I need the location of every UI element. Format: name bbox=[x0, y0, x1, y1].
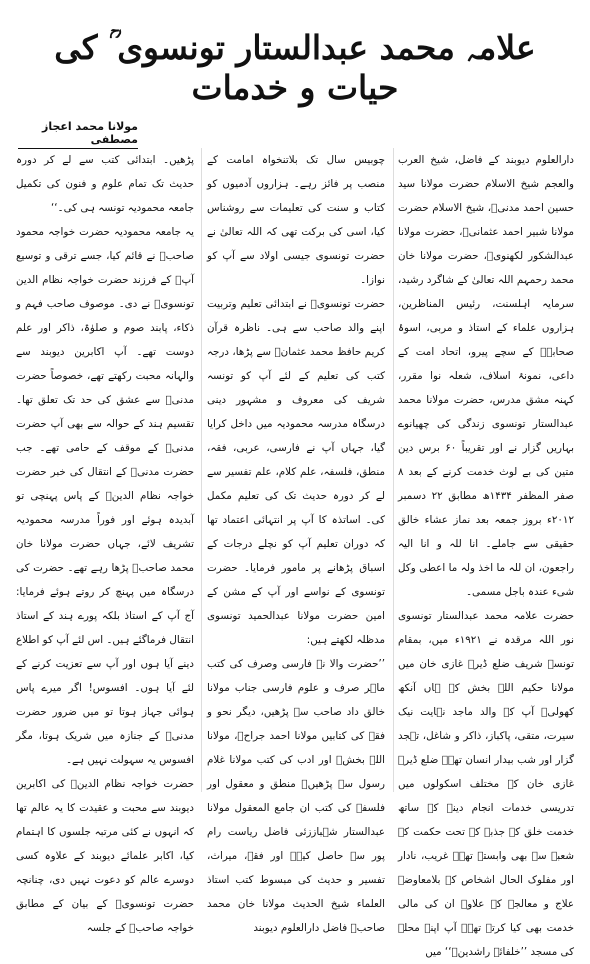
paragraph: یہ جامعہ محمودیہ حضرت خواجہ محمود صاحبؒ نے قائم کیا، جسے ترقی و توسیع آپؒ کے فرزند حضرت خواجہ نظام الدین تونسویؒ نے دی۔ موصوف صاحب فہم و ذکاء، پابند صوم و صلوٰۃ، ذاکر اور علم دوست تھے۔ آپ اکابرین دیوبند سے والہانہ محبت رکھتے تھے، خصوصاً حضرت مدنیؒ سے عشق کی حد تک تعلق تھا۔ تقسیم ہند کے حوالہ سے بھی آپ حضرت مدنیؒ کے موقف کے حامی تھے۔ جب حضرت مدنیؒ کے انتقال کی خبر حضرت خواجہ نظام الدینؒ کے پاس پہنچی تو آبدیدہ ہوئے اور فوراً مدرسہ محمودیہ تشریف لائے، جہاں حضرت مولانا خان محمد صاحبؒ پڑھا رہے تھے۔ حضرت کی درسگاہ میں پہنچ کر روتے ہوئے فرمایا: آج آپ کے استاذ بلکہ پورے ہند کے استاذ انتقال فرماگئے ہیں۔ اس لئے آپ کو اطلاع دینے آیا ہوں اور آپ سے تعزیت کرنے کے لئے آیا ہوں۔ افسوس! اگر میرے پاس ہوائی جہاز ہوتا تو میں ضرور حضرت مدنیؒ کے جنازہ میں شریک ہوتا، مگر افسوس یہ سہولت نہیں ہے۔ bbox=[16, 226, 194, 766]
page-title: علامہ محمد عبدالستار تونسوی ؒ کی حیات و خدمات bbox=[54, 28, 536, 107]
paragraph: چوبیس سال تک بلاتنخواہ امامت کے منصب پر فائز رہے۔ ہزاروں آدمیوں کو کتاب و سنت کی تعلیمات سے روشناس کیا، اسی کی برکت تھی کہ اللہ تعالیٰ نے حضرت تونسوی جیسی اولاد سے آپ کو نوازا۔ bbox=[207, 154, 385, 286]
article-column-left bbox=[16, 148, 194, 934]
paragraph: حضرت علامہ محمد عبدالستار تونسوی نور اللہ مرقدہ نے ۱۹۲۱ء میں، بمقام تونسہ شریف ضلع ڈیرہ غازی خان میں مولانا حکیم اللہ بخش کے ہاں آنکھ کھولی۔ آپ کے والد ماجد نہایت نیک سیرت، متقی، پاکباز، ذاکر و شاغل، تہجد گزار اور شب بیدار انسان تھے۔ ضلع ڈیرہ غازی خان کے مختلف اسکولوں میں تدریسی خدمات انجام دینے کے ساتھ خدمت خلق کے جذبہ کے تحت حکمت کے شعبہ سے بھی وابستہ تھے۔ غریب، نادار اور مفلوک الحال اشخاص کے بلامعاوضہ علاج و معالجہ کے علاوہ ان کی مالی خدمت بھی کیا کرتے تھے۔ آپ اپنے محلہ کی مسجد ’’خلفائے راشدینؓ‘‘ میں bbox=[398, 610, 574, 958]
paragraph: حضرت خواجہ نظام الدینؒ کی اکابرین دیوبند سے محبت و عقیدت کا یہ عالم تھا کہ انہوں نے کئی مرتبہ جلسوں کا اہتمام کیا، اکابر علمائے دیوبند کے علاوہ کسی دوسرے عالم کو دعوت نہیں دی، چنانچہ حضرت تونسویؒ کے بیان کے مطابق خواجہ صاحبؒ کے جلسہ bbox=[16, 778, 194, 934]
article-column-middle bbox=[207, 148, 385, 934]
column-divider bbox=[201, 148, 202, 792]
paragraph: حضرت تونسویؒ نے ابتدائی تعلیم وتربیت اپنے والد صاحب سے ہی۔ ناظرہ قرآن کریم حافظ محمد عثمانؒ سے پڑھا، درجہ کتب کی تعلیم کے لئے آپ کو تونسہ شریف کی معروف و مشہور دینی درسگاہ مدرسہ محمودیہ میں داخل کرایا گیا، جہاں آپ نے فارسی، عربی، فقہ، منطق، فلسفہ، علم کلام، علم تفسیر سے لے کر دورہ حدیث تک کی تعلیم مکمل کی۔ اساتذہ کا آپ پر انتہائی اعتماد تھا کہ دوران تعلیم آپ کو نچلے درجات کے اسباق پڑھانے پر مامور فرمایا۔ حضرت تونسوی کے نواسے اور آپ کے مشن کے امین حضرت مولانا عبدالحمید تونسوی مدظلہ لکھتے ہیں: bbox=[207, 298, 385, 646]
article-column-right bbox=[398, 148, 574, 958]
paragraph: پڑھیں۔ ابتدائی کتب سے لے کر دورہ حدیث تک تمام علوم و فنون کی تکمیل جامعہ محمودیہ تونسہ ہی کی۔‘‘ bbox=[16, 154, 194, 214]
quote-paragraph: ’’حضرت والا نے فارسی وصرف کی کتب ماہر صرف و علوم فارسی جناب مولانا خالق داد صاحب سے پڑھیں، دیگر نحو و فقہ کی کتابیں مولانا احمد جراحؒ، مولانا اللہ بخشؒ اور ادب کی کتب مولانا غلام رسول سے پڑھیں۔ منطق و معقول اور فلسفہ کی کتب ان جامع المعقول مولانا عبدالستار شہباززئی فاضل ریاست رام پور سے حاصل کیے۔ اور فقہ، میراث، تفسیر و حدیث کی مبسوط کتب استاذ العلماء شیخ الحدیث مولانا خان محمد صاحبؒ فاضل دارالعلوم دیوبند bbox=[207, 658, 385, 934]
author-byline: مولانا محمد اعجاز مصطفی bbox=[18, 120, 138, 149]
column-divider bbox=[393, 148, 394, 792]
paragraph: دارالعلوم دیوبند کے فاضل، شیخ العرب والعجم شیخ الاسلام حضرت مولانا سید حسین احمد مدنیؒ، شیخ الاسلام حضرت مولانا شبیر احمد عثمانیؒ، حضرت مولانا عبدالشکور لکھنویؒ، حضرت مولانا خان محمد رحمہم اللہ تعالیٰ کے شاگرد رشید، سرمایہ اہلسنت، رئیس المناظرین، ہزاروں علماء کے استاذ و مربی، اسوۂ صحابہؓ کے سچے پیرو، اتحاد امت کے داعی، نمونۂ اسلاف، شعلہ نوا مقرر، کہنہ مشق مدرس، حضرت مولانا محمد عبدالستار تونسوی زندگی کی چھیانوے بہاریں گزار نے اور تقریباً ۶۰ برس دین متین کی بے لوث خدمت کرنے کے بعد ۸ صفر المظفر ۱۴۳۴ھ مطابق ۲۲ دسمبر ۲۰۱۲ء بروز جمعہ بعد نماز عشاء خالق حقیقی سے جاملے۔ انا للہ و انا الیہ راجعون، ان للہ ما اخذ ولہ ما اعطی وکل شیء عندہ باجل مسمی۔ bbox=[398, 154, 574, 598]
